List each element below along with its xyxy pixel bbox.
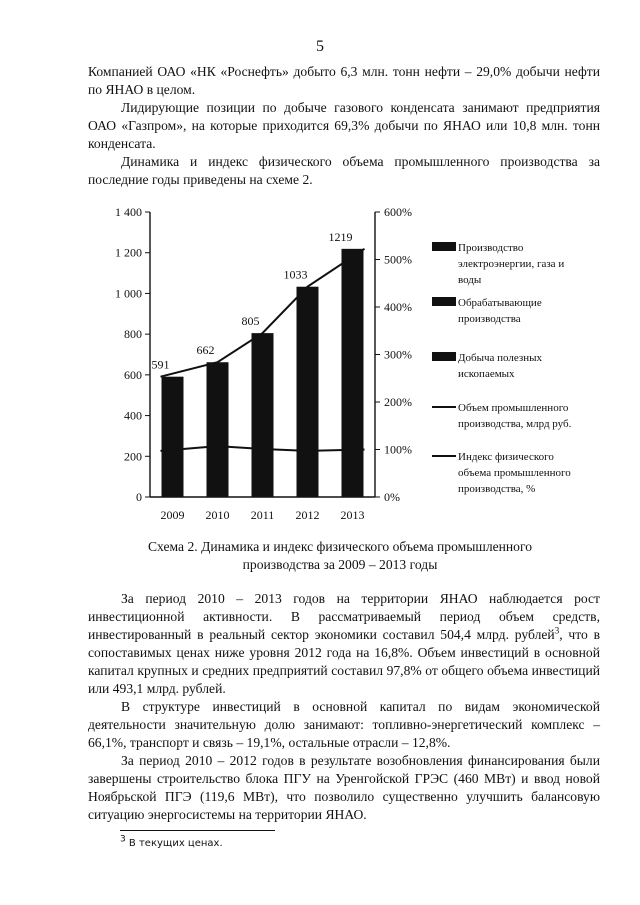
legend-label: производства, % [458,483,536,495]
legend-label: производства [458,313,521,325]
x-tick-label: 2012 [295,508,320,522]
footnote-ref: 3 [554,625,560,636]
y-right-tick-label: 0% [384,490,400,504]
y-left-tick-label: 400 [124,408,142,423]
paragraph-condensate: Лидирующие позиции по добыче газового конденсата занимают предприятия ОАО «Газпром», на которые приходится 69,3% добычи по ЯНАО или 10,8 млн. тонн конденсата. [88,100,600,151]
legend-label: Индекс физического [458,451,554,463]
bar-data-label: 591 [151,357,170,372]
legend-label: объема промышленного [458,467,571,479]
y-right-tick-label: 100% [384,442,412,457]
footnote [120,834,223,849]
footnote-mark: 3 [120,834,126,845]
legend-label: Добыча полезных [458,352,543,364]
legend-swatch-box [432,352,456,361]
paragraph-power-plants: За период 2010 – 2012 годов в результате возобновления финансирования были завершены строительство блока ПГУ на Уренгойской ГРЭС (460 МВт) и ввод новой Ноябрьской ПГЭ (119,6 МВт), что позволило существенно улучшить балансовую ситуацию энергосистемы на территории ЯНАО. [88,753,600,822]
bar [162,377,184,497]
legend-label: воды [458,274,482,286]
bar-data-label: 1033 [283,267,308,282]
legend-label: Объем промышленного [458,402,569,414]
paragraph-investment-structure: В структуре инвестиций в основной капитал по видам экономической деятельности значительную долю занимают: топливно-энергетический комплекс – 66,1%, транспорт и связь – 19,1%, остальные отрасли – 12,8%. [88,699,600,750]
bar [342,249,364,497]
y-right-tick-label: 300% [384,347,412,362]
y-left-tick-label: 0 [136,490,142,504]
bar-data-label: 662 [196,343,215,358]
y-left-tick-label: 600 [124,367,142,382]
y-right-tick-label: 400% [384,300,412,314]
footnote-text: В текущих ценах. [128,838,223,849]
investment-text-a: За период 2010 – 2013 годов на территории ЯНАО наблюдается рост инвестиционной активности. В рассматриваемый период объем средств, инвестированный в реальный сектор экономики составил 504,4 млрд. рублей [88,591,600,642]
legend-label: ископаемых [458,368,515,380]
y-right-tick-label: 200% [384,395,412,409]
bar-data-label: 805 [241,314,260,329]
y-right-tick-label: 500% [384,252,412,267]
paragraph-chart-intro: Динамика и индекс физического объема промышленного производства за последние годы приведены на схеме 2. [88,154,600,187]
paragraph-oil: Компанией ОАО «НК «Роснефть» добыто 6,3 млн. тонн нефти – 29,0% добычи нефти по ЯНАО в целом. [88,64,600,97]
x-tick-label: 2013 [340,508,365,522]
caption-line-2: производства за 2009 – 2013 годы [242,557,438,572]
y-left-tick-label: 800 [124,327,142,342]
page-number: 5 [316,38,324,55]
x-tick-label: 2011 [250,508,275,522]
y-right-tick-label: 600% [384,205,412,219]
y-left-tick-label: 1 200 [115,245,142,260]
y-left-tick-label: 1 400 [115,205,142,219]
chart-caption [80,538,600,574]
caption-line-1: Схема 2. Динамика и индекс физического объема промышленного [147,539,533,554]
bar-data-label: 1219 [328,229,353,244]
investment-text-b: , что в сопоставимых ценах ниже уровня 2012 года на 16,8%. Объем инвестиций в основной капитал крупных и средних предприятий составил 97,8% от общего объема инвестиций или 493,1 млрд. рублей. [88,627,600,696]
x-tick-label: 2010 [205,508,230,522]
y-left-tick-label: 1 000 [115,286,142,301]
legend-label: Обрабатывающие [458,297,542,309]
bar [252,333,274,497]
footnote-divider [120,830,275,831]
legend-swatch-box [432,297,456,306]
x-tick-label: 2009 [160,508,185,522]
bar [207,362,229,497]
legend-swatch-box [432,242,456,251]
legend-label: Производство [458,242,524,254]
legend-label: производства, млрд руб. [458,418,572,430]
legend-label: электроэнергии, газа и [458,258,565,270]
y-left-tick-label: 200 [124,449,142,464]
paragraph-investment [88,590,600,698]
bar [297,287,319,497]
